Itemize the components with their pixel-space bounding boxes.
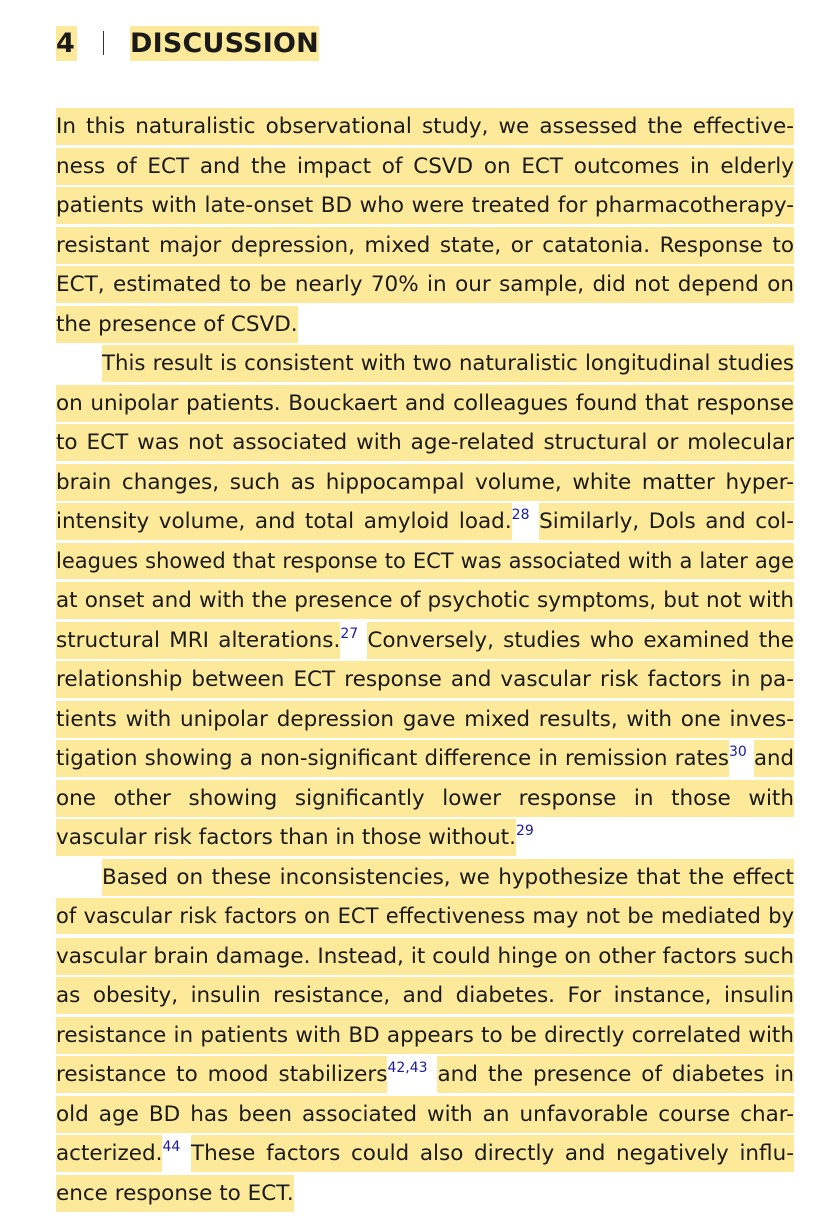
text-line: tigation showing a non-significant difference in remission rates$^{30}$ and — [56, 739, 794, 779]
text-line: resistance to mood stabilizers$^{42,43}$ and the presence of diabetes in — [56, 1055, 794, 1095]
text-line: vascular brain damage. Instead, it could hinge on other factors such — [56, 937, 794, 977]
text-line: acterized.$^{44}$ These factors could also directly and negatively influ- — [56, 1134, 794, 1174]
text-line: old age BD has been associated with an unfavorable course char- — [56, 1095, 794, 1135]
text-line: on unipolar patients. Bouckaert and colleagues found that response — [56, 384, 794, 424]
text-line: leagues showed that response to ECT was associated with a later age — [56, 542, 794, 582]
text-line: structural MRI alterations.$^{27}$ Conversely, studies who examined the — [56, 621, 794, 661]
section-heading — [56, 26, 319, 62]
discussion-body — [56, 107, 794, 1213]
paragraph-1 — [56, 107, 794, 344]
text-line: patients with late-onset BD who were treated for pharmacotherapy- — [56, 186, 794, 226]
citation-link[interactable]: 29 — [515, 823, 534, 839]
text-line: vascular risk factors than in those without.$^{29}$ — [56, 818, 794, 858]
citation-link[interactable]: 44 — [162, 1139, 181, 1155]
text-line: intensity volume, and total amyloid load.$^{28}$ Similarly, Dols and col- — [56, 502, 794, 542]
text-line: one other showing significantly lower response in those with — [56, 779, 794, 819]
text-line: at onset and with the presence of psychotic symptoms, but not with — [56, 581, 794, 621]
text-line: resistant major depression, mixed state, or catatonia. Response to — [56, 226, 794, 266]
paragraph-2 — [56, 344, 794, 858]
text-line: as obesity, insulin resistance, and diabetes. For instance, insulin — [56, 976, 794, 1016]
citation-link[interactable]: 28 — [511, 507, 530, 523]
text-line: resistance in patients with BD appears to be directly correlated with — [56, 1016, 794, 1056]
text-line: tients with unipolar depression gave mixed results, with one inves- — [56, 700, 794, 740]
text-line: of vascular risk factors on ECT effectiveness may not be mediated by — [56, 897, 794, 937]
paragraph-3 — [56, 858, 794, 1214]
text-line: relationship between ECT response and vascular risk factors in pa- — [56, 660, 794, 700]
text-line: ECT, estimated to be nearly 70% in our sample, did not depend on — [56, 265, 794, 305]
text-line: ness of ECT and the impact of CSVD on ECT outcomes in elderly — [56, 147, 794, 187]
heading-separator — [103, 31, 104, 55]
text-line: In this naturalistic observational study, we assessed the effective- — [56, 107, 794, 147]
text-line: Based on these inconsistencies, we hypothesize that the effect — [56, 858, 794, 898]
section-number: 4 — [56, 28, 75, 59]
text-line: This result is consistent with two naturalistic longitudinal studies — [56, 344, 794, 384]
section-title: DISCUSSION — [130, 28, 319, 59]
text-line: the presence of CSVD. — [56, 305, 794, 345]
citation-link[interactable]: 30 — [728, 744, 747, 760]
text-line: to ECT was not associated with age-related structural or molecular — [56, 423, 794, 463]
citation-link[interactable]: 27 — [340, 625, 359, 642]
citation-link[interactable]: 42,43 — [387, 1060, 428, 1076]
text-line: brain changes, such as hippocampal volume, white matter hyper- — [56, 463, 794, 503]
text-line: ence response to ECT. — [56, 1174, 794, 1214]
